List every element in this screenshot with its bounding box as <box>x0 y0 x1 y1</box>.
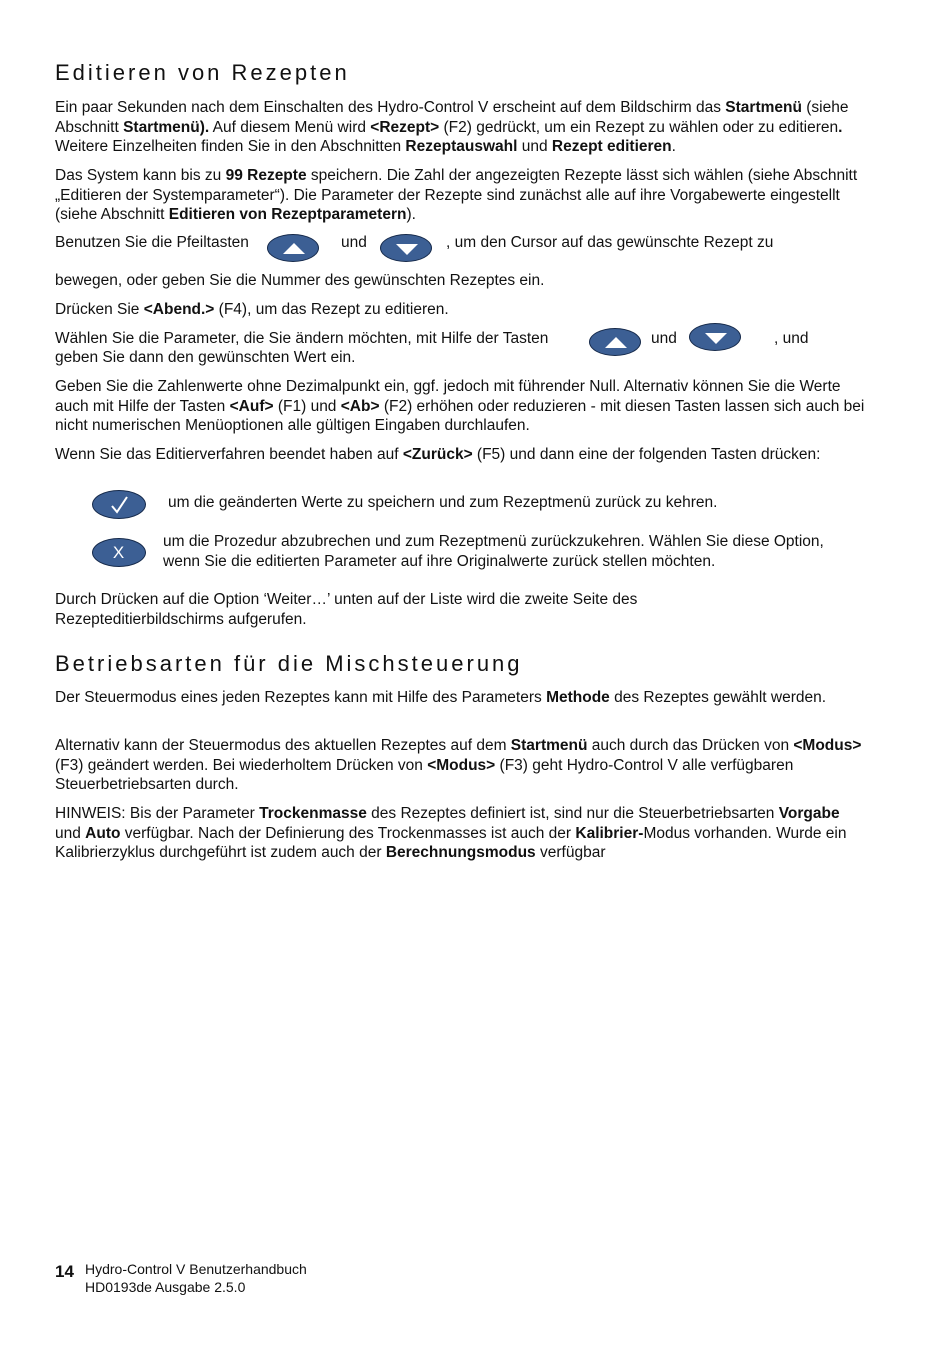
text: HINWEIS: Bis der Parameter <box>55 805 260 822</box>
bold-text: Editieren von Rezeptparametern <box>168 206 407 223</box>
bold-text: Methode <box>546 689 610 706</box>
bold-text: Rezept editieren <box>551 138 672 155</box>
paragraph-edit-press <box>55 300 449 320</box>
section-title-betriebsarten: Betriebsarten für die Mischsteuerung <box>55 651 523 676</box>
paragraph-intro <box>55 98 875 157</box>
text: (F3) geht Hydro-Control V alle verfügbaren Steuerbetriebsarten durch. <box>55 756 794 793</box>
bold-text: 99 Rezepte <box>225 167 307 184</box>
text: (F2) gedrückt, um ein Rezept zu wählen oder zu editieren <box>439 118 839 136</box>
text-select-params: Wählen Sie die Parameter, die Sie ändern möchten, mit Hilfe der Tasten <box>55 330 549 347</box>
bold-text: Startmenü <box>510 737 588 754</box>
up-arrow-key-icon <box>589 328 641 356</box>
text: Das System kann bis zu <box>55 167 226 184</box>
bold-text: Rezeptauswahl <box>405 138 518 155</box>
text-arrow-keys: Benutzen Sie die Pfeiltasten <box>55 234 249 251</box>
text-cursor: , um den Cursor auf das gewünschte Rezept zu <box>446 234 774 251</box>
text: (F2) erhöhen oder reduzieren - mit diesen Tasten lassen sich auch bei nicht numerischen Menüoptionen alle gültigen Eingaben durchlaufen. <box>55 397 865 434</box>
text: Geben Sie die Zahlenwerte ohne Dezimalpunkt ein, ggf. jedoch mit führender Null. Alternativ können Sie die Werte auch mit Hilfe der Tasten <box>55 378 841 415</box>
text: ). <box>406 206 416 223</box>
text: (siehe Abschnitt <box>55 99 849 136</box>
section-title-editieren: Editieren von Rezepten <box>55 60 350 85</box>
text: und <box>55 824 86 842</box>
text: des Rezeptes gewählt werden. <box>609 689 827 706</box>
paragraph-mode-key <box>55 736 865 795</box>
footer-title: Hydro-Control V Benutzerhandbuch <box>85 1261 307 1277</box>
bold-text: <Ab> <box>340 397 380 415</box>
text: speichern. Die Zahl der angezeigten Rezepte lässt sich wählen (siehe Abschnitt „Editieren der Systemparameter“). Die Parameter der Rezepte sind zunächst alle auf ihre Vorgabewerte eingestellt (siehe Abschnitt <box>55 167 858 223</box>
text: verfügbar <box>535 844 606 861</box>
text: Alternativ kann der Steuermodus des aktuellen Rezeptes auf dem <box>55 737 511 754</box>
text: (F1) und <box>273 397 341 415</box>
text: verfügbar. Nach der Definierung des Trockenmasses ist auch der <box>120 824 576 842</box>
text-and: und <box>651 330 677 347</box>
text-and: und <box>341 234 367 251</box>
paragraph-capacity <box>55 166 870 225</box>
down-arrow-key-icon <box>380 234 432 262</box>
text-and-comma: , und <box>774 330 809 347</box>
bold-text: <Rezept> <box>370 118 440 136</box>
bold-text: <Abend.> <box>143 301 215 318</box>
text: . <box>671 138 676 155</box>
bold-text: Startmenü <box>725 99 802 116</box>
check-key-icon <box>92 490 146 519</box>
text-move-cursor: bewegen, oder geben Sie die Nummer des gewünschten Rezeptes ein. <box>55 272 545 289</box>
bold-text: Auto <box>85 824 121 842</box>
text: Auf diesem Menü wird <box>209 118 371 136</box>
paragraph-finish <box>55 445 835 465</box>
footer-edition: HD0193de Ausgabe 2.5.0 <box>85 1279 246 1295</box>
paragraph-further: Durch Drücken auf die Option ‘Weiter…’ unten auf der Liste wird die zweite Seite des Rezepteditierbildschirms aufgerufen. <box>55 591 638 628</box>
text-enter-value: geben Sie dann den gewünschten Wert ein. <box>55 349 356 366</box>
bold-text: Startmenü). <box>123 118 210 136</box>
paragraph-control-mode <box>55 688 855 708</box>
page-number: 14 <box>55 1262 74 1281</box>
text-option-cancel: um die Prozedur abzubrechen und zum Rezeptmenü zurückzukehren. Wählen Sie diese Option, wenn Sie die editierten Parameter auf ihre Originalwerte zurück stellen möchten. <box>163 533 824 570</box>
text: Drücken Sie <box>55 301 144 318</box>
down-arrow-key-icon <box>689 323 741 351</box>
text: (F4), um das Rezept zu editieren. <box>214 301 449 318</box>
text: Modus vorhanden. Wurde ein Kalibrierzyklus durchgeführt ist zudem auch der <box>55 824 847 861</box>
text: auch durch das Drücken von <box>587 737 794 754</box>
bold-text: <Zurück> <box>402 446 473 463</box>
text: Ein paar Sekunden nach dem Einschalten des Hydro-Control V erscheint auf dem Bildschirm das <box>55 99 726 116</box>
text-option-save: um die geänderten Werte zu speichern und zum Rezeptmenü zurück zu kehren. <box>168 494 718 511</box>
bold-text: Trockenmasse <box>259 805 367 822</box>
bold-text: <Modus> <box>427 756 496 774</box>
text: Der Steuermodus eines jeden Rezeptes kann mit Hilfe des Parameters <box>55 689 547 706</box>
text: Wenn Sie das Editierverfahren beendet haben auf <box>55 446 403 463</box>
up-arrow-key-icon <box>267 234 319 262</box>
cancel-key-label: X <box>112 543 125 562</box>
bold-text: Kalibrier- <box>575 824 644 842</box>
bold-text: Vorgabe <box>778 805 840 822</box>
bold-text: Berechnungsmodus <box>385 844 536 861</box>
text: (F5) und dann eine der folgenden Tasten drücken: <box>472 446 821 463</box>
bold-text: . <box>838 118 843 136</box>
bold-text: <Auf> <box>229 397 274 415</box>
text: des Rezeptes definiert ist, sind nur die Steuerbetriebsarten <box>366 805 779 822</box>
text: Weitere Einzelheiten finden Sie in den Abschnitten <box>55 138 406 155</box>
paragraph-numeric-values <box>55 377 875 436</box>
text: und <box>517 138 552 155</box>
cancel-key-icon <box>92 538 146 567</box>
paragraph-note <box>55 804 865 863</box>
bold-text: <Modus> <box>793 737 862 754</box>
text: (F3) geändert werden. Bei wiederholtem Drücken von <box>55 756 428 774</box>
